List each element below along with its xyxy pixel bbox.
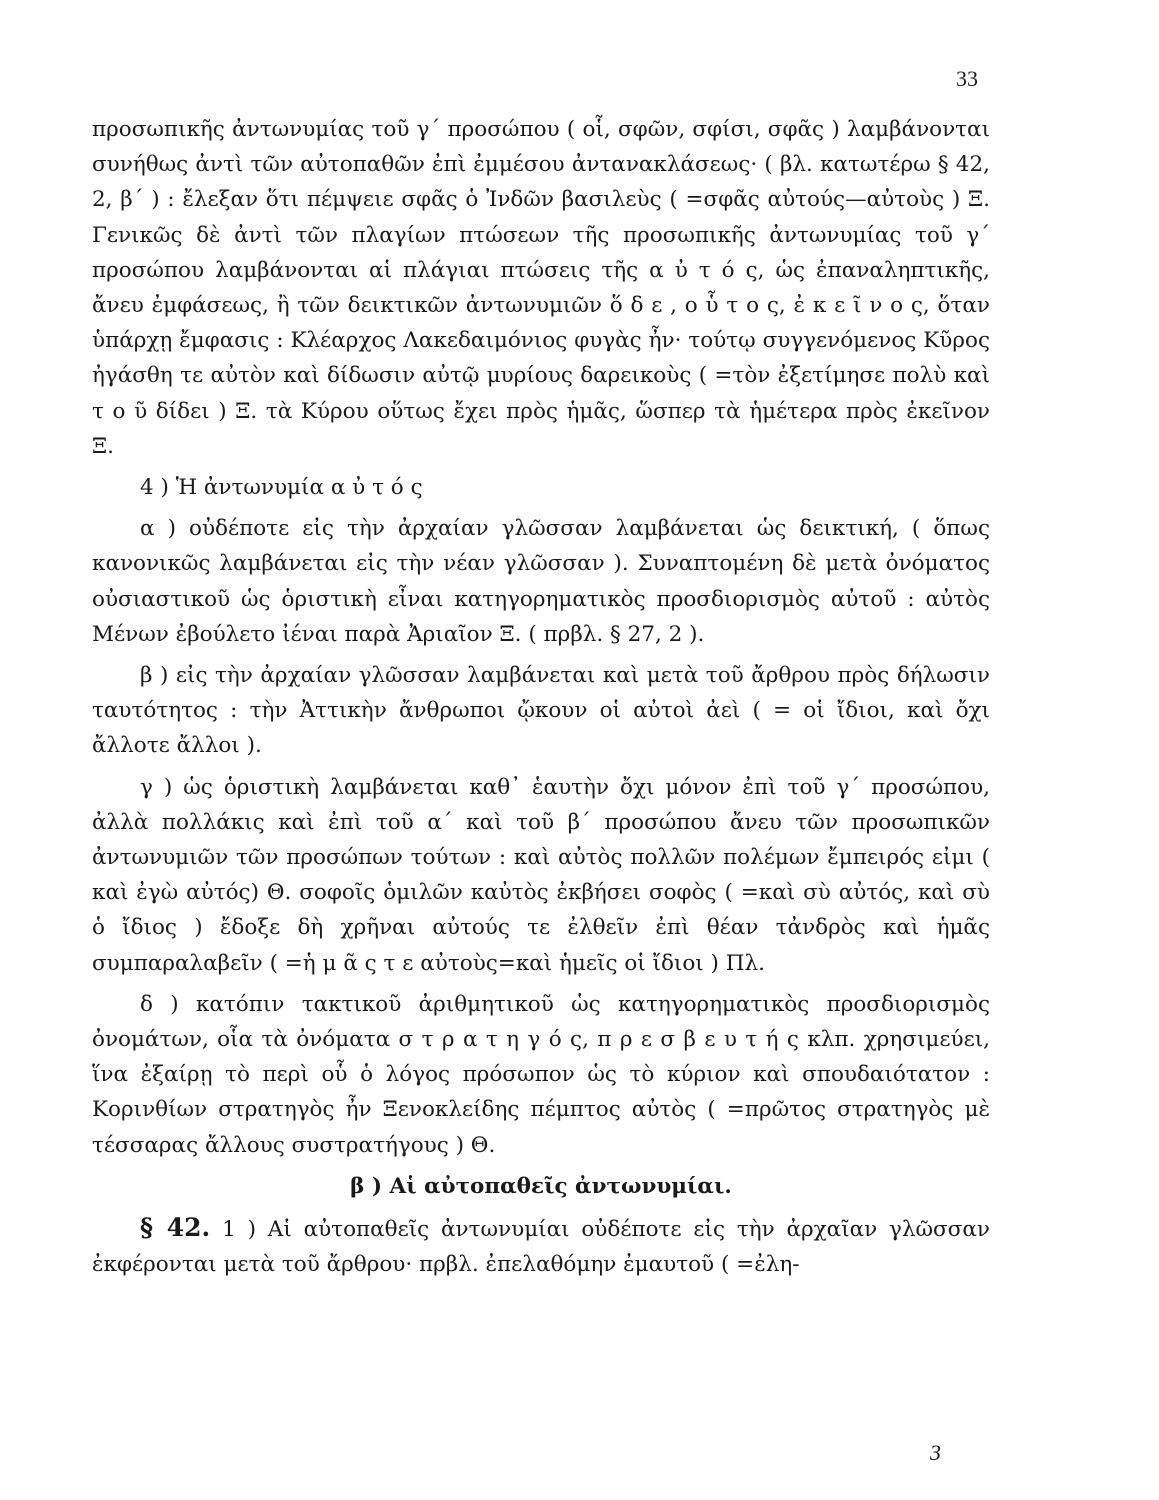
page-body: [92, 112, 990, 1289]
paragraph-item-gamma: γ ) ὡς ὁριστικὴ λαμβάνεται καθ᾽ ἑαυτὴν ὄχι μόνον ἐπὶ τοῦ γ΄ προσώπου, ἀλλὰ πολλάκις καὶ ἐπὶ τοῦ α΄ καὶ τοῦ β΄ προσώπου ἄνευ τῶν προσωπικῶν ἀντωνυμιῶν τῶν προσώπων τούτων : καὶ αὐτὸς πολλῶν πολέμων ἔμπειρός εἰμι ( καὶ ἐγὼ αὐτός) Θ. σοφοῖς ὁμιλῶν καὐτὸς ἐκβήσει σοφὸς ( =καὶ σὺ αὐτός, καὶ σὺ ὁ ἴδιος ) ἔδοξε δὴ χρῆναι αὐτούς τε ἐλθεῖν ἐπὶ θέαν τἀνδρὸς καὶ ἡμᾶς συμπαραλαβεῖν ( =ἡ μ ᾶ ς τ ε αὐτοὺς=καὶ ἡμεῖς οἱ ἴδιοι ) Πλ.: [92, 774, 990, 976]
signature-mark: 3: [930, 1440, 941, 1465]
paragraph-item-alpha: α ) οὐδέποτε εἰς τὴν ἀρχαίαν γλῶσσαν λαμβάνεται ὡς δεικτική, ( ὅπως κανονικῶς λαμβάνεται εἰς τὴν νέαν γλῶσσαν ). Συναπτομένη δὲ μετὰ ὀνόματος οὐσιαστικοῦ ὡς ὁριστικὴ εἶναι κατηγορηματικὸς προσδιορισμὸς αὐτοῦ : αὐτὸς Μένων ἐβούλετο ἰέναι παρὰ Ἀριαῖον Ξ. ( πρβλ. § 27, 2 ).: [92, 516, 990, 647]
paragraph-section-42: [92, 1210, 990, 1282]
paragraph-continuation: προσωπικῆς ἀντωνυμίας τοῦ γ΄ προσώπου ( οἷ, σφῶν, σφίσι, σφᾶς ) λαμβάνονται συνήθως ἀντὶ τῶν αὐτοπαθῶν ἐπὶ ἐμμέσου ἀντανακλάσεως· ( βλ. κατωτέρω § 42, 2, β΄ ) : ἔλεξαν ὅτι πέμψειε σφᾶς ὁ Ἰνδῶν βασιλεὺς ( =σφᾶς αὐτούς—αὐτοὺς ) Ξ. Γενικῶς δὲ ἀντὶ τῶν πλαγίων πτώσεων τῆς προσωπικῆς ἀντωνυμίας τοῦ γ΄ προσώπου λαμβάνονται αἱ πλάγιαι πτώσεις τῆς α ὐ τ ό ς, ὡς ἐπαναληπτικῆς, ἄνευ ἐμφάσεως, ἢ τῶν δεικτικῶν ἀντωνυμιῶν ὅ δ ε , ο ὗ τ ο ς, ἐ κ ε ῖ ν ο ς, ὅταν ὑπάρχῃ ἔμφασις : Κλέαρχος Λακεδαιμόνιος φυγὰς ἦν· τούτῳ συγγενόμενος Κῦρος ἠγάσθη τε αὐτὸν καὶ δίδωσιν αὐτῷ μυρίους δαρεικοὺς ( =τὸν ἐξετίμησε πολὺ καὶ τ ο ῦ δίδει ) Ξ. τὰ Κύρου οὕτως ἔχει πρὸς ἡμᾶς, ὥσπερ τὰ ἡμέτερα πρὸς ἐκεῖνον Ξ.: [92, 117, 990, 459]
page-number: 33: [956, 66, 978, 91]
paragraph-item-beta: β ) εἰς τὴν ἀρχαίαν γλῶσσαν λαμβάνεται καὶ μετὰ τοῦ ἄρθρου πρὸς δήλωσιν ταυτότητος : τὴν Ἀττικὴν ἄνθρωποι ᾤκουν οἱ αὐτοὶ ἀεὶ ( = οἱ ἴδιοι, καὶ ὄχι ἄλλοτε ἄλλοι ).: [92, 663, 990, 759]
section-42-text: 1 ) Αἱ αὐτοπαθεῖς ἀντωνυμίαι οὐδέποτε εἰς τὴν ἀρχαῖαν γλῶσσαν ἐκφέρονται μετὰ τοῦ ἄρθρου· πρβλ. ἐπελαθόμην ἐμαυτοῦ ( =ἐλη-: [92, 1217, 990, 1278]
paragraph-item-delta: δ ) κατόπιν τακτικοῦ ἀριθμητικοῦ ὡς κατηγορηματικὸς προσδιορισμὸς ὀνομάτων, οἷα τὰ ὀνόματα σ τ ρ α τ η γ ό ς, π ρ ε σ β ε υ τ ή ς κλπ. χρησιμεύει, ἵνα ἐξαίρῃ τὸ περὶ οὗ ὁ λόγος πρόσωπον ὡς τὸ κύριον καὶ σπουδαιότατον : Κορινθίων στρατηγὸς ἦν Ξενοκλείδης πέμπτος αὐτὸς ( =πρῶτος στρατηγὸς μὲ τέσσαρας ἄλλους συστρατήγους ) Θ.: [92, 991, 990, 1158]
subsection-heading-autos: 4 ) Ἡ ἀντωνυμία α ὐ τ ό ς: [140, 475, 423, 501]
section-heading-reflexive-pronouns: β ) Αἱ αὐτοπαθεῖς ἀντωνυμίαι.: [350, 1173, 732, 1199]
section-number: § 42.: [140, 1213, 211, 1243]
